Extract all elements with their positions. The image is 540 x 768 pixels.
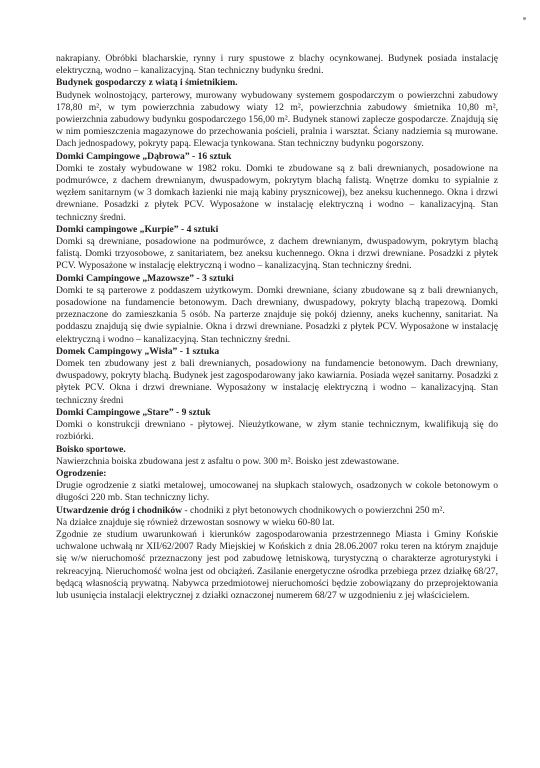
paragraph-wisla-cabin: Domek ten zbudowany jest z bali drewnianych, posadowiony na fundamencie betonowym. Dach drewniany, dwuspadowy, pokryty blachą. Budynek jest zagospodarowany jako kawiarnia. Posiada węzeł sanitarny. Posadzki z płytek PCV. Okna i drzwi drewniane. Wyposażony w instalację elektryczną i wodno – kanalizacyjną. Stan techniczny średni bbox=[56, 358, 498, 406]
heading-kurpie-cabins: Domki campingowe „Kurpie” - 4 sztuki bbox=[56, 223, 219, 235]
heading-sports-field: Boisko sportowe. bbox=[56, 443, 126, 455]
paragraph-zoning: Zgodnie ze studium uwarunkowań i kierunków zagospodarowania przestrzennego Miasta i Gminy Końskie uchwalone uchwałą nr XII/62/2007 Rady Miejskiej w Końskich z dnia 28.06.2007 roku teren na którym znajduje się w/w nieruchomość przeznaczony jest pod zabudowę letniskową, turystyczną o charakterze agroturystyki i rekreacyjną. Nieruchomość wolna jest od obciążeń. Zasilanie energetyczne ośrodka przebiega przez działkę 68/27, będącą własnością prywatną. Nabywca przedmiotowej nieruchomości będzie zobowiązany do przeprojektowania lub usunięcia instalacji elektrycznej z działki oznaczonej numerem 68/27 w uzgodnieniu z jej właścicielem. bbox=[56, 528, 498, 601]
paragraph-paving bbox=[56, 505, 498, 517]
paragraph-sports-field: Nawierzchnia boiska zbudowana jest z asfaltu o pow. 300 m². Boisko jest zdewastowane. bbox=[56, 455, 400, 467]
paragraph-utility-building: Budynek wolnostojący, parterowy, murowany wybudowany systemem gospodarczym o powierzchni zabudowy 178,80 m², w tym powierzchnia zabudowy wiaty 12 m², powierzchnia zabudowy śmietnika 10,80 m², powierzchnia zabudowy budynku gospodarczego 156,00 m². Budynek stanowi zaplecze gospodarcze. Znajdują się w nim pomieszczenia magazynowe do przechowania pościeli, pralnia i warsztat. Ściany nadziemia są murowane. Dach jednospadowy, pokryty papą. Elewacja tynkowana. Stan techniczny budynku pogorszony. bbox=[56, 89, 498, 150]
paragraph-trees: Na działce znajduje się również drzewostan sosnowy w wieku 60-80 lat. bbox=[56, 516, 335, 528]
paragraph-kurpie-cabins: Domki są drewniane, posadowione na podmurówce, z dachem drewnianym, dwuspadowym, pokrytym blachą falistą. Domki trzyosobowe, z sanitariatem, bez aneksu kuchennego. Okna i drzwi drewniane. Posadzki z płytek PCV. Wyposażone w instalację elektryczną i wodno – kanalizacyjną. Stan techniczny średni. bbox=[56, 236, 498, 272]
heading-mazowsze-cabins: Domki Campingowe „Mazowsze” - 3 sztuki bbox=[56, 272, 234, 284]
paragraph-fence: Drugie ogrodzenie z siatki metalowej, umocowanej na słupkach stalowych, osadzonych w cokole betonowym o długości 220 mb. Stan techniczny lichy. bbox=[56, 480, 498, 504]
heading-dabrowa-cabins: Domki Campingowe „Dąbrowa” - 16 sztuk bbox=[56, 150, 232, 162]
heading-fence: Ogrodzenie: bbox=[56, 467, 107, 479]
heading-wisla-cabin: Domek Campingowy „Wisła” - 1 sztuka bbox=[56, 345, 220, 357]
paragraph-roof-end: nakrapiany. Obróbki blacharskie, rynny i rury spustowe z blachy ocynkowanej. Budynek posiada instalację elektryczną, wodno – kanalizacyjną. Stan techniczny budynku średni. bbox=[56, 53, 498, 77]
paragraph-stare-cabins: Domki o konstrukcji drewniano - płytowej. Nieużytkowane, w złym stanie technicznym, kwalifikują się do rozbiórki. bbox=[56, 419, 498, 443]
heading-utility-building: Budynek gospodarczy z wiatą i śmietnikiem. bbox=[56, 77, 238, 89]
scan-speck bbox=[523, 17, 526, 20]
heading-stare-cabins: Domki Campingowe „Stare” - 9 sztuk bbox=[56, 406, 211, 418]
paragraph-mazowsze-cabins: Domki te są parterowe z poddaszem użytkowym. Domki drewniane, ściany zbudowane są z bali drewnianych, posadowione na fundamencie betonowym. Dach drewniany, dwuspadowy, pokryty blachą trapezową. Domki przeznaczone do zamieszkania 5 osób. Na parterze znajduje się pokój dzienny, aneks kuchenny, sanitariat. Na poddaszu znajdują się dwie sypialnie. Okna i drzwi drewniane. Posadzki z płytek PCV. Wyposażone w instalację elektryczną i wodno – kanalizacyjną. Stan techniczny średni. bbox=[56, 284, 498, 345]
document-body bbox=[56, 53, 498, 602]
paving-lead: Utwardzenie dróg i chodników bbox=[56, 504, 183, 516]
paragraph-dabrowa-cabins: Domki te zostały wybudowane w 1982 roku. Domki te zbudowane są z bali drewnianych, posadowione na podmurówce, z dachem drewnianym, dwuspadowym, pokrytym blachą falistą. Wnętrze domku to sypialnie z węzłem sanitarnym (w 3 domkach łazienki nie mają kabiny prysznicowej), bez aneksu kuchennego. Okna i drzwi drewniane. Posadzki z płytek PCV. Wyposażone w instalację elektryczną i wodno – kanalizacyjną. Stan techniczny średni. bbox=[56, 162, 498, 223]
paving-text: - chodniki z płyt betonowych chodnikowych o powierzchni 250 m². bbox=[182, 504, 445, 516]
